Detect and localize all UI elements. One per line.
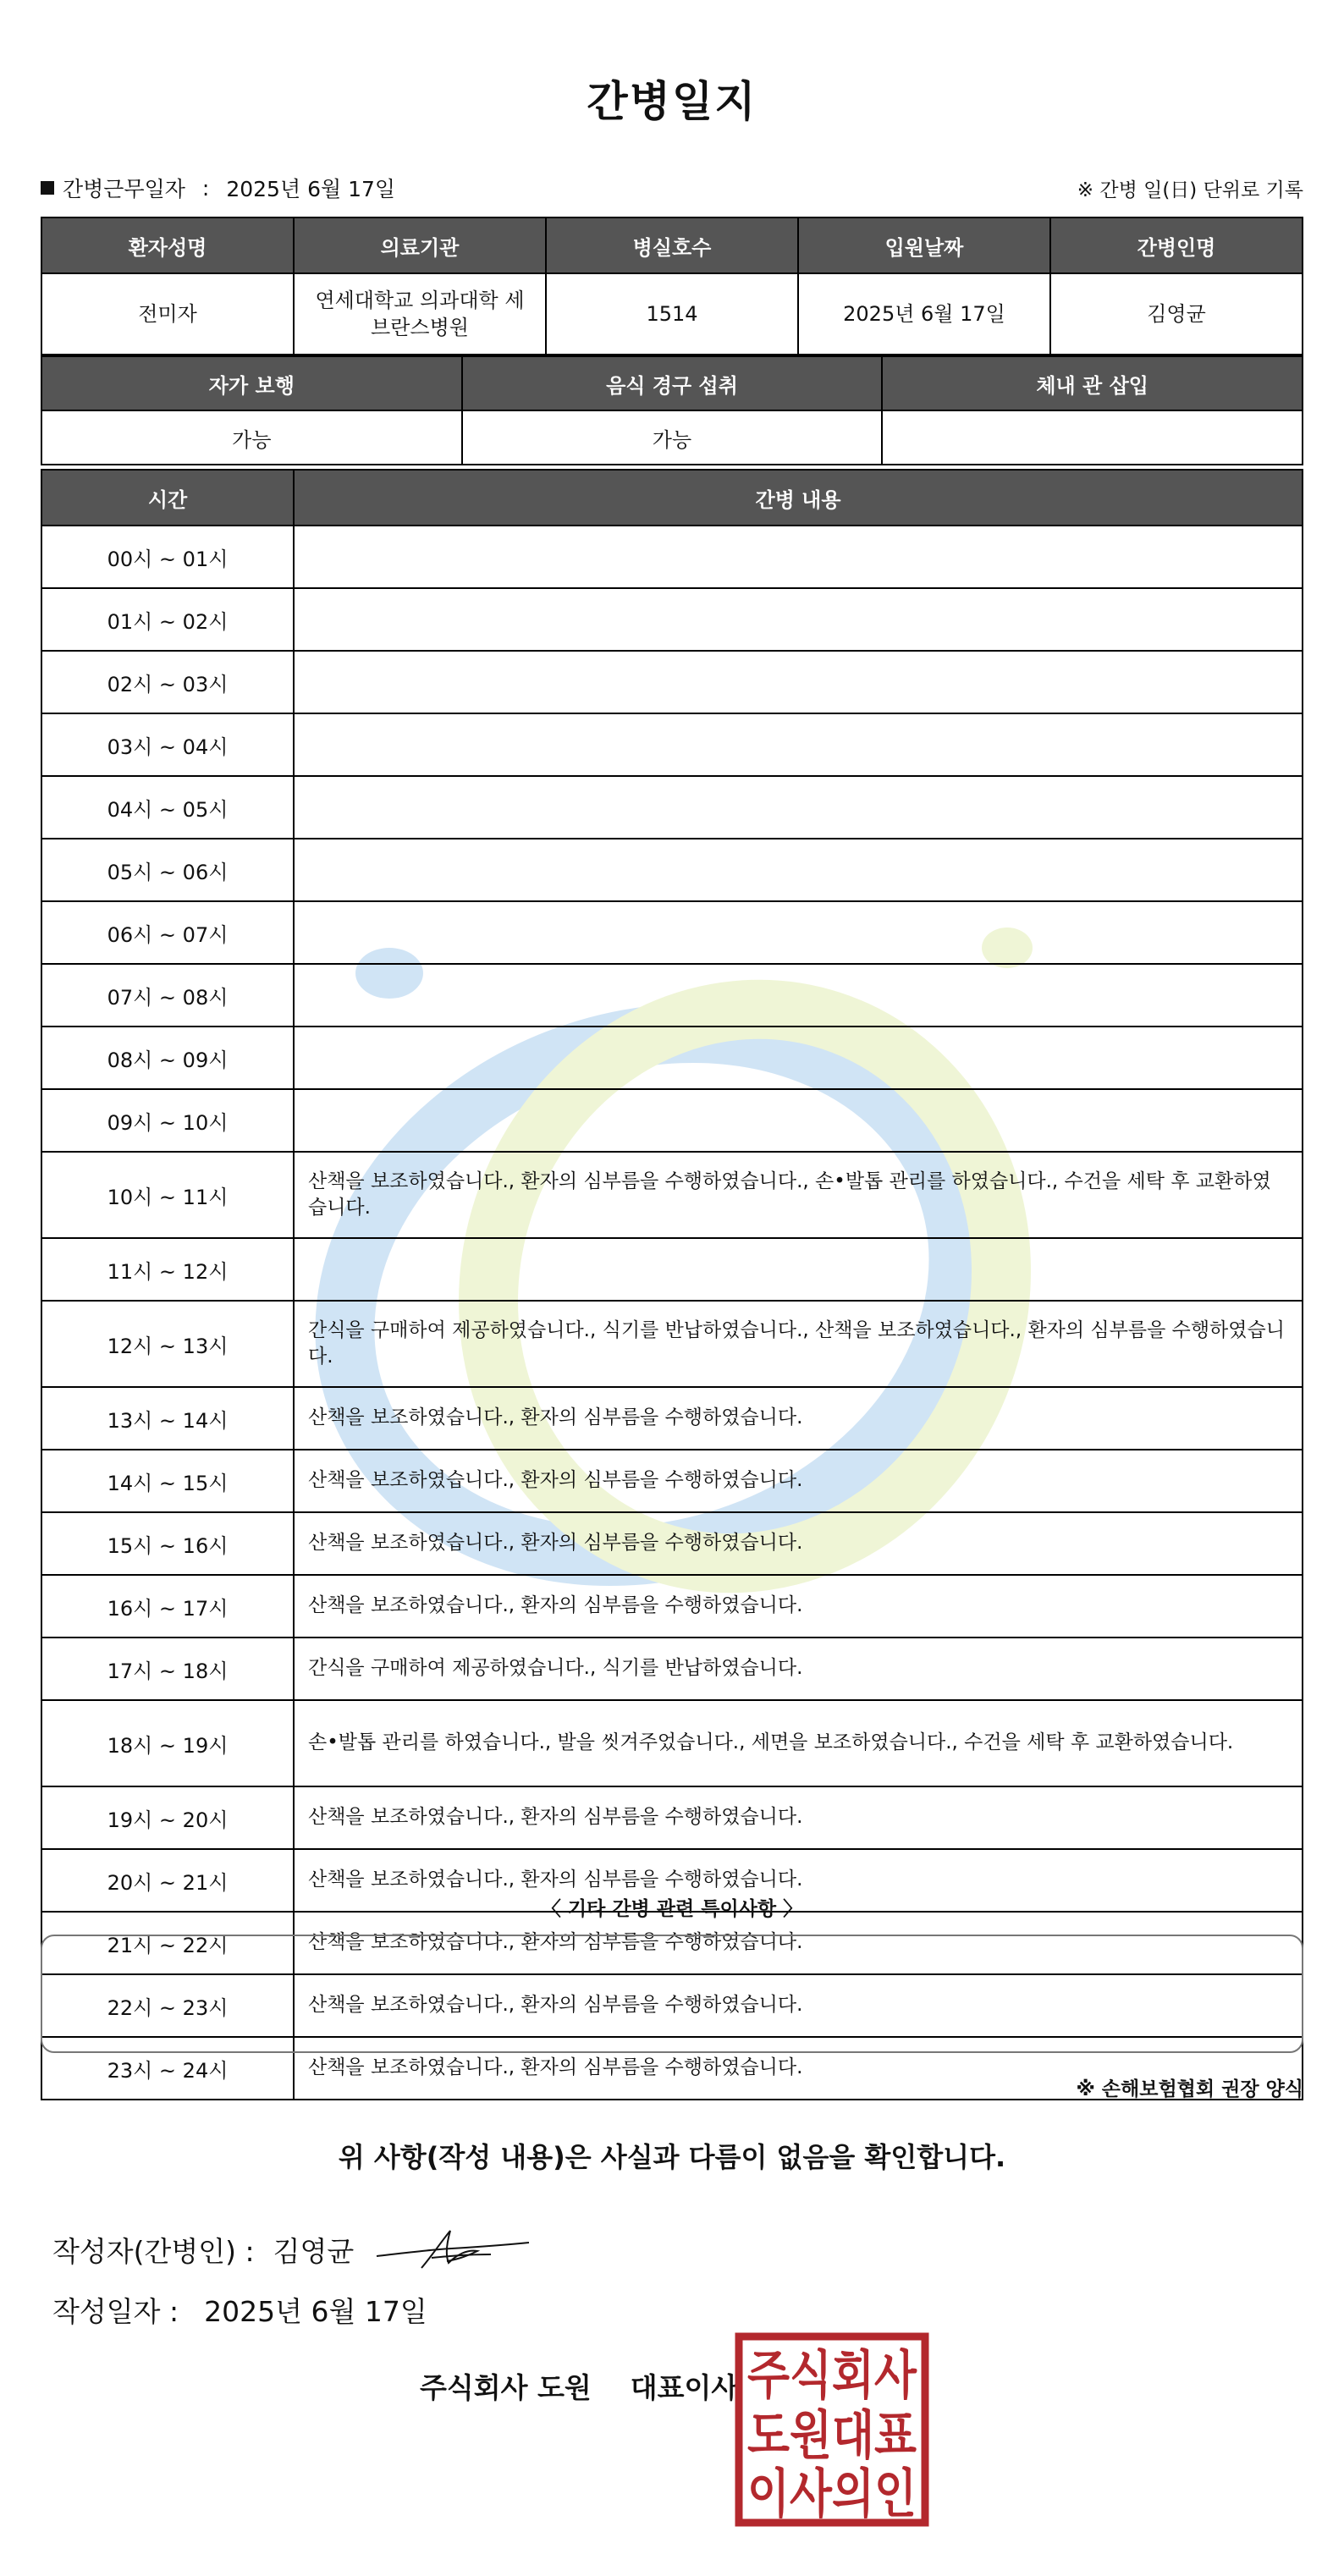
schedule-row <box>41 1638 1303 1700</box>
confirmation-statement: 위 사항(작성 내용)은 사실과 다름이 없음을 확인합니다. <box>338 2141 1006 2173</box>
schedule-content[interactable]: 산책을 보조하였습니다., 환자의 심부름을 수행하였습니다. <box>294 1512 1303 1575</box>
page-title: 간병일지 <box>587 77 757 126</box>
schedule-row <box>41 1786 1303 1849</box>
work-date-label: 간병근무일자 <box>63 177 185 201</box>
schedule-content[interactable]: 간식을 구매하여 제공하였습니다., 식기를 반납하였습니다., 산책을 보조하였습니다., 환자의 심부름을 수행하였습니다. <box>294 1301 1303 1387</box>
header-time: 시간 <box>41 470 294 526</box>
oral-intake-value: 가능 <box>462 410 883 465</box>
schedule-time: 00시 ~ 01시 <box>41 526 294 588</box>
record-unit-note: ※ 간병 일(日) 단위로 기록 <box>1077 179 1303 201</box>
svg-text:도원대표: 도원대표 <box>747 2404 917 2466</box>
status-value-row <box>41 410 1303 465</box>
admission-date: 2025년 6월 17일 <box>798 273 1050 355</box>
schedule-time: 17시 ~ 18시 <box>41 1638 294 1700</box>
schedule-time: 09시 ~ 10시 <box>41 1089 294 1152</box>
schedule-time: 10시 ~ 11시 <box>41 1152 294 1238</box>
patient-info-header-row <box>41 217 1303 273</box>
schedule-row <box>41 651 1303 713</box>
header-admission-date: 입원날짜 <box>798 217 1050 273</box>
schedule-time: 18시 ~ 19시 <box>41 1700 294 1786</box>
schedule-content[interactable] <box>294 964 1303 1027</box>
schedule-row <box>41 839 1303 901</box>
patient-info-value-row <box>41 273 1303 355</box>
writer-line <box>52 2224 533 2275</box>
date-value: 2025년 6월 17일 <box>204 2295 427 2328</box>
schedule-time: 11시 ~ 12시 <box>41 1238 294 1301</box>
walking-value: 가능 <box>41 410 462 465</box>
tube-value <box>882 410 1303 465</box>
schedule-time: 03시 ~ 04시 <box>41 713 294 776</box>
schedule-content[interactable]: 산책을 보조하였습니다., 환자의 심부름을 수행하였습니다., 손•발톱 관리를 하였습니다., 수건을 세탁 후 교환하였습니다. <box>294 1152 1303 1238</box>
institution: 연세대학교 의과대학 세브란스병원 <box>294 273 546 355</box>
date-label: 작성일자 : <box>52 2295 179 2328</box>
company-line <box>420 2366 738 2406</box>
schedule-time: 08시 ~ 09시 <box>41 1027 294 1089</box>
schedule-row <box>41 1512 1303 1575</box>
written-date-line <box>52 2290 427 2330</box>
schedule-time: 05시 ~ 06시 <box>41 839 294 901</box>
schedule-row <box>41 1575 1303 1638</box>
header-institution: 의료기관 <box>294 217 546 273</box>
schedule-time: 14시 ~ 15시 <box>41 1450 294 1512</box>
work-date-separator: : <box>201 175 210 201</box>
schedule-content[interactable] <box>294 1027 1303 1089</box>
schedule-content[interactable]: 산책을 보조하였습니다., 환자의 심부름을 수행하였습니다. <box>294 1450 1303 1512</box>
schedule-content[interactable]: 산책을 보조하였습니다., 환자의 심부름을 수행하였습니다. <box>294 2037 1303 2100</box>
schedule-time: 12시 ~ 13시 <box>41 1301 294 1387</box>
schedule-content[interactable]: 산책을 보조하였습니다., 환자의 심부름을 수행하였습니다. <box>294 1912 1303 1974</box>
schedule-content[interactable] <box>294 526 1303 588</box>
schedule-content[interactable] <box>294 1089 1303 1152</box>
notes-title: 〈 기타 간병 관련 특이사항 〉 <box>541 1898 803 1920</box>
schedule-rows <box>41 526 1303 2100</box>
header-patient-name: 환자성명 <box>41 217 294 273</box>
schedule-time: 22시 ~ 23시 <box>41 1974 294 2037</box>
writer-label: 작성자(간병인) : <box>52 2234 255 2268</box>
schedule-content[interactable] <box>294 713 1303 776</box>
company-name: 주식회사 도원 <box>420 2371 592 2404</box>
schedule-content[interactable]: 산책을 보조하였습니다., 환자의 심부름을 수행하였습니다. <box>294 1974 1303 2037</box>
schedule-time: 20시 ~ 21시 <box>41 1849 294 1912</box>
schedule-time: 07시 ~ 08시 <box>41 964 294 1027</box>
schedule-content[interactable] <box>294 651 1303 713</box>
schedule-content[interactable]: 산책을 보조하였습니다., 환자의 심부름을 수행하였습니다. <box>294 1575 1303 1638</box>
writer-name: 김영균 <box>273 2234 355 2268</box>
caregiver-name: 김영균 <box>1050 273 1303 355</box>
schedule-row <box>41 1301 1303 1387</box>
company-seal-icon <box>735 2332 929 2527</box>
patient-status-table <box>41 355 1303 465</box>
schedule-row <box>41 901 1303 964</box>
patient-info-table <box>41 217 1303 355</box>
header-walking: 자가 보행 <box>41 356 462 410</box>
schedule-time: 16시 ~ 17시 <box>41 1575 294 1638</box>
schedule-row <box>41 776 1303 839</box>
recommendation-note: ※ 손해보험협회 권장 양식 <box>1076 2078 1303 2100</box>
square-bullet-icon <box>41 181 54 195</box>
patient-name: 전미자 <box>41 273 294 355</box>
room-number: 1514 <box>546 273 798 355</box>
schedule-time: 19시 ~ 20시 <box>41 1786 294 1849</box>
schedule-content[interactable]: 산책을 보조하였습니다., 환자의 심부름을 수행하였습니다. <box>294 1786 1303 1849</box>
svg-text:주식회사: 주식회사 <box>747 2344 917 2406</box>
schedule-time: 23시 ~ 24시 <box>41 2037 294 2100</box>
schedule-row <box>41 713 1303 776</box>
status-header-row <box>41 356 1303 410</box>
schedule-time: 15시 ~ 16시 <box>41 1512 294 1575</box>
schedule-content[interactable] <box>294 901 1303 964</box>
header-tube: 체내 관 삽입 <box>882 356 1303 410</box>
schedule-time: 01시 ~ 02시 <box>41 588 294 651</box>
schedule-time: 04시 ~ 05시 <box>41 776 294 839</box>
schedule-content[interactable]: 손•발톱 관리를 하였습니다., 발을 씻겨주었습니다., 세면을 보조하였습니다., 수건을 세탁 후 교환하였습니다. <box>294 1700 1303 1786</box>
schedule-content[interactable] <box>294 1238 1303 1301</box>
header-care-content: 간병 내용 <box>294 470 1303 526</box>
work-date <box>41 173 395 203</box>
schedule-content[interactable] <box>294 588 1303 651</box>
schedule-row <box>41 1152 1303 1238</box>
schedule-time: 21시 ~ 22시 <box>41 1912 294 1974</box>
schedule-content[interactable]: 산책을 보조하였습니다., 환자의 심부름을 수행하였습니다. <box>294 1387 1303 1450</box>
schedule-row <box>41 588 1303 651</box>
signature-icon <box>372 2224 533 2275</box>
schedule-row <box>41 1089 1303 1152</box>
header-oral-intake: 음식 경구 섭취 <box>462 356 883 410</box>
schedule-row <box>41 1450 1303 1512</box>
schedule-row <box>41 1238 1303 1301</box>
schedule-time: 06시 ~ 07시 <box>41 901 294 964</box>
schedule-row <box>41 964 1303 1027</box>
schedule-content[interactable]: 산책을 보조하였습니다., 환자의 심부름을 수행하였습니다. <box>294 1849 1303 1912</box>
schedule-content[interactable] <box>294 839 1303 901</box>
header-caregiver: 간병인명 <box>1050 217 1303 273</box>
schedule-time: 13시 ~ 14시 <box>41 1387 294 1450</box>
notes-box[interactable] <box>41 1935 1303 2053</box>
ceo-label: 대표이사 <box>630 2371 739 2404</box>
schedule-content[interactable]: 간식을 구매하여 제공하였습니다., 식기를 반납하였습니다. <box>294 1638 1303 1700</box>
schedule-time: 02시 ~ 03시 <box>41 651 294 713</box>
schedule-row <box>41 1027 1303 1089</box>
schedule-header-row <box>41 470 1303 526</box>
care-schedule-table <box>41 469 1303 2100</box>
work-date-value: 2025년 6월 17일 <box>226 177 396 201</box>
schedule-content[interactable] <box>294 776 1303 839</box>
schedule-row <box>41 526 1303 588</box>
svg-text:이사의인: 이사의인 <box>747 2463 917 2524</box>
schedule-row <box>41 1387 1303 1450</box>
header-room: 병실호수 <box>546 217 798 273</box>
schedule-row <box>41 1700 1303 1786</box>
